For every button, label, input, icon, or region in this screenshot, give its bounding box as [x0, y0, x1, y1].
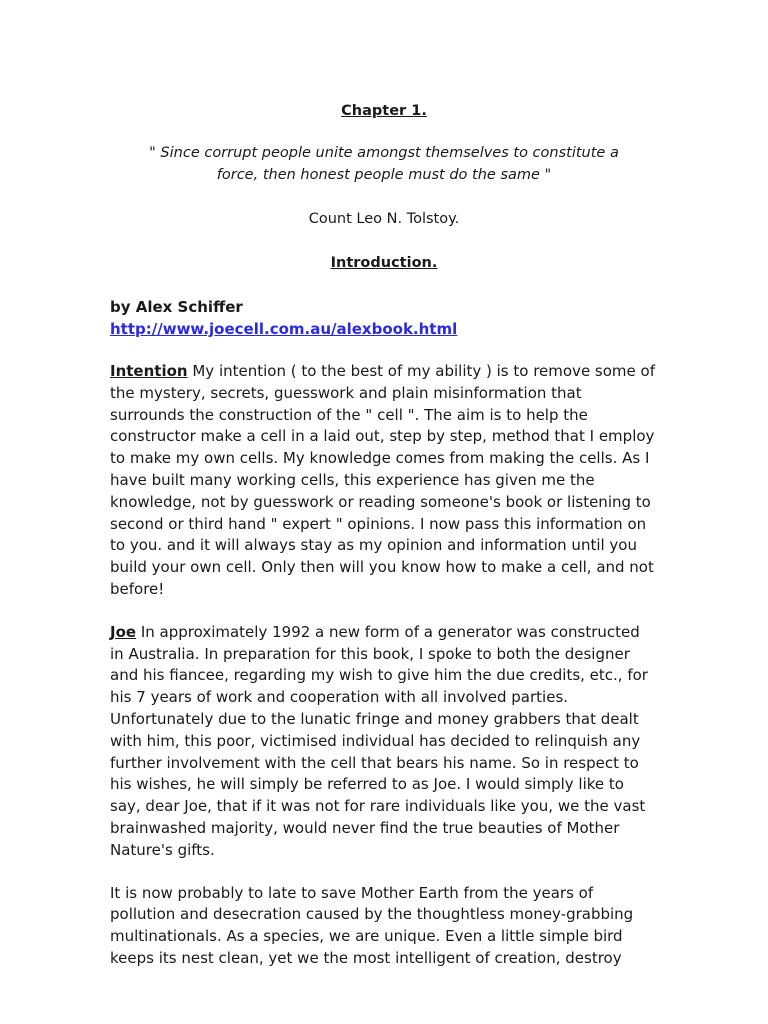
epigraph-line-1: " Since corrupt people unite amongst themselves to constitute a [149, 145, 619, 161]
document-page [110, 100, 658, 970]
source-link[interactable]: http://www.joecell.com.au/alexbook.html [110, 320, 458, 338]
paragraph-joe [110, 622, 658, 862]
paragraph-lead-intention: Intention [110, 362, 188, 380]
epigraph-quote [110, 142, 658, 186]
epigraph-line-2: force, then honest people must do the same " [216, 167, 552, 183]
epigraph-attribution: Count Leo N. Tolstoy. [308, 211, 460, 227]
author-byline [110, 296, 658, 340]
section-heading: Introduction. [330, 255, 438, 271]
paragraph-body-intention: My intention ( to the best of my ability ) is to remove some of the mystery, secrets, guesswork and plain misinformation that surrounds the construction of the " cell ". The aim is to help the constructor make a cell in a laid out, step by step, method that I employ to make my own cells. My knowledge comes from making the cells. As I have built many working cells, this experience has given me the knowledge, not by guesswork or reading someone's book or listening to second or third hand " expert " opinions. I now pass this information on to you. and it will always stay as my opinion and information until you build your own cell. Only then will you know how to make a cell, and not before! [110, 362, 655, 598]
paragraph-body-joe: In approximately 1992 a new form of a generator was constructed in Australia. In preparation for this book, I spoke to both the designer and his fiancee, regarding my wish to give him the due credits, etc., for his 7 years of work and cooperation with all involved parties. Unfortunately due to the lunatic fringe and money grabbers that dealt with him, this poor, victimised individual has decided to relinquish any further involvement with the cell that bears his name. So in respect to his wishes, he will simply be referred to as Joe. I would simply like to say, dear Joe, that if it was not for rare individuals like you, we the vast brainwashed majority, would never find the true beauties of Mother Nature's gifts. [110, 622, 648, 859]
paragraph-closing: It is now probably to late to save Mother Earth from the years of pollution and desecration caused by the thoughtless money-grabbing multinationals. As a species, we are unique. Even a little simple bird keeps its nest clean, yet we the most intelligent of creation, destroy [110, 883, 634, 967]
byline-text: by Alex Schiffer [110, 298, 243, 316]
paragraph-lead-joe: Joe [110, 622, 137, 641]
paragraph-intention [110, 361, 658, 601]
chapter-title: Chapter 1. [341, 103, 427, 119]
